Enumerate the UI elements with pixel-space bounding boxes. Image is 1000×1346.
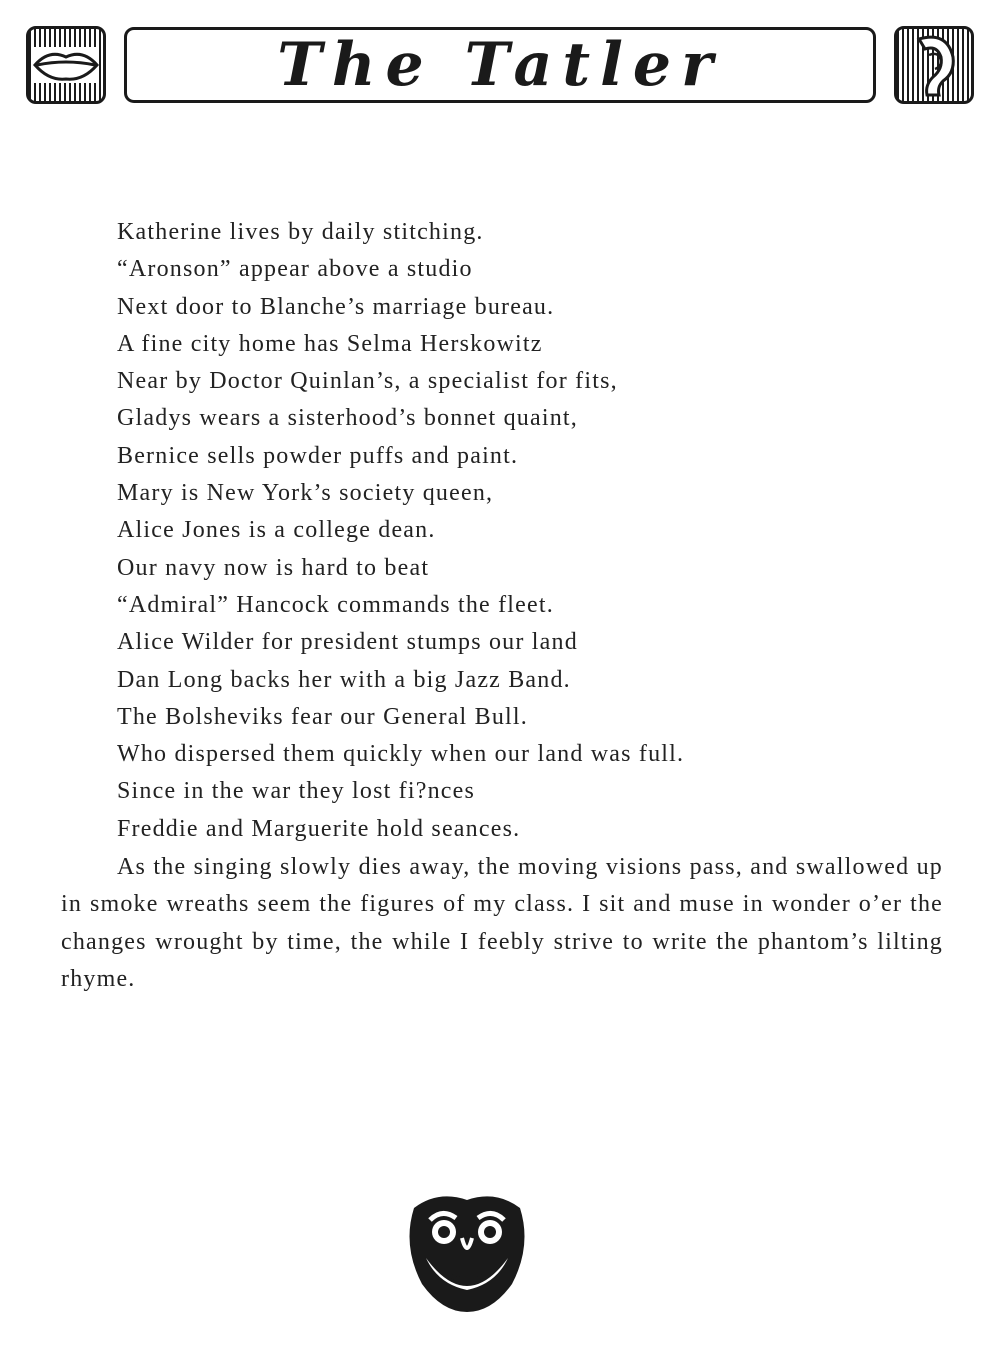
- poem-line: Our navy now is hard to beat: [117, 554, 430, 581]
- closing-paragraph: As the singing slowly dies away, the moving visions pass, and swallowed up in smoke wreaths seem the figures of my class. I sit and muse in wonder o’er the changes wrought by time, the while I feebly strive to write the phantom’s lilting rhyme.: [61, 854, 943, 992]
- masthead-title-box: [124, 27, 876, 103]
- poem-line: Near by Doctor Quinlan’s, a specialist for fits,: [117, 368, 618, 395]
- poem-line: “Admiral” Hancock commands the fleet.: [117, 591, 554, 618]
- poem-line: Who dispersed them quickly when our land was full.: [117, 741, 685, 768]
- masthead-title: The Tatler: [277, 30, 723, 100]
- ear-icon: [894, 26, 974, 104]
- poem-line: Freddie and Marguerite hold seances.: [117, 815, 521, 842]
- poem-line: Bernice sells powder puffs and paint.: [117, 442, 519, 469]
- page-header: [26, 24, 974, 108]
- poem-line: Alice Jones is a college dean.: [117, 517, 436, 544]
- comic-mask-icon: [404, 1186, 530, 1314]
- poem-line: Mary is New York’s society queen,: [117, 480, 494, 507]
- poem-line: Since in the war they lost fi?nces: [117, 778, 476, 805]
- poem-line: Alice Wilder for president stumps our land: [117, 629, 578, 656]
- poem-line: Gladys wears a sisterhood’s bonnet quaint,: [117, 405, 578, 432]
- lips-icon: [26, 26, 106, 104]
- poem-line: Dan Long backs her with a big Jazz Band.: [117, 666, 571, 693]
- poem-stanza: [117, 214, 957, 848]
- poem-line: A fine city home has Selma Herskowitz: [117, 330, 543, 357]
- poem-line: “Aronson” appear above a studio: [117, 256, 473, 283]
- poem-line: Katherine lives by daily stitching.: [117, 219, 484, 245]
- poem-line: The Bolsheviks fear our General Bull.: [117, 703, 528, 730]
- poem-line: Next door to Blanche’s marriage bureau.: [117, 293, 555, 320]
